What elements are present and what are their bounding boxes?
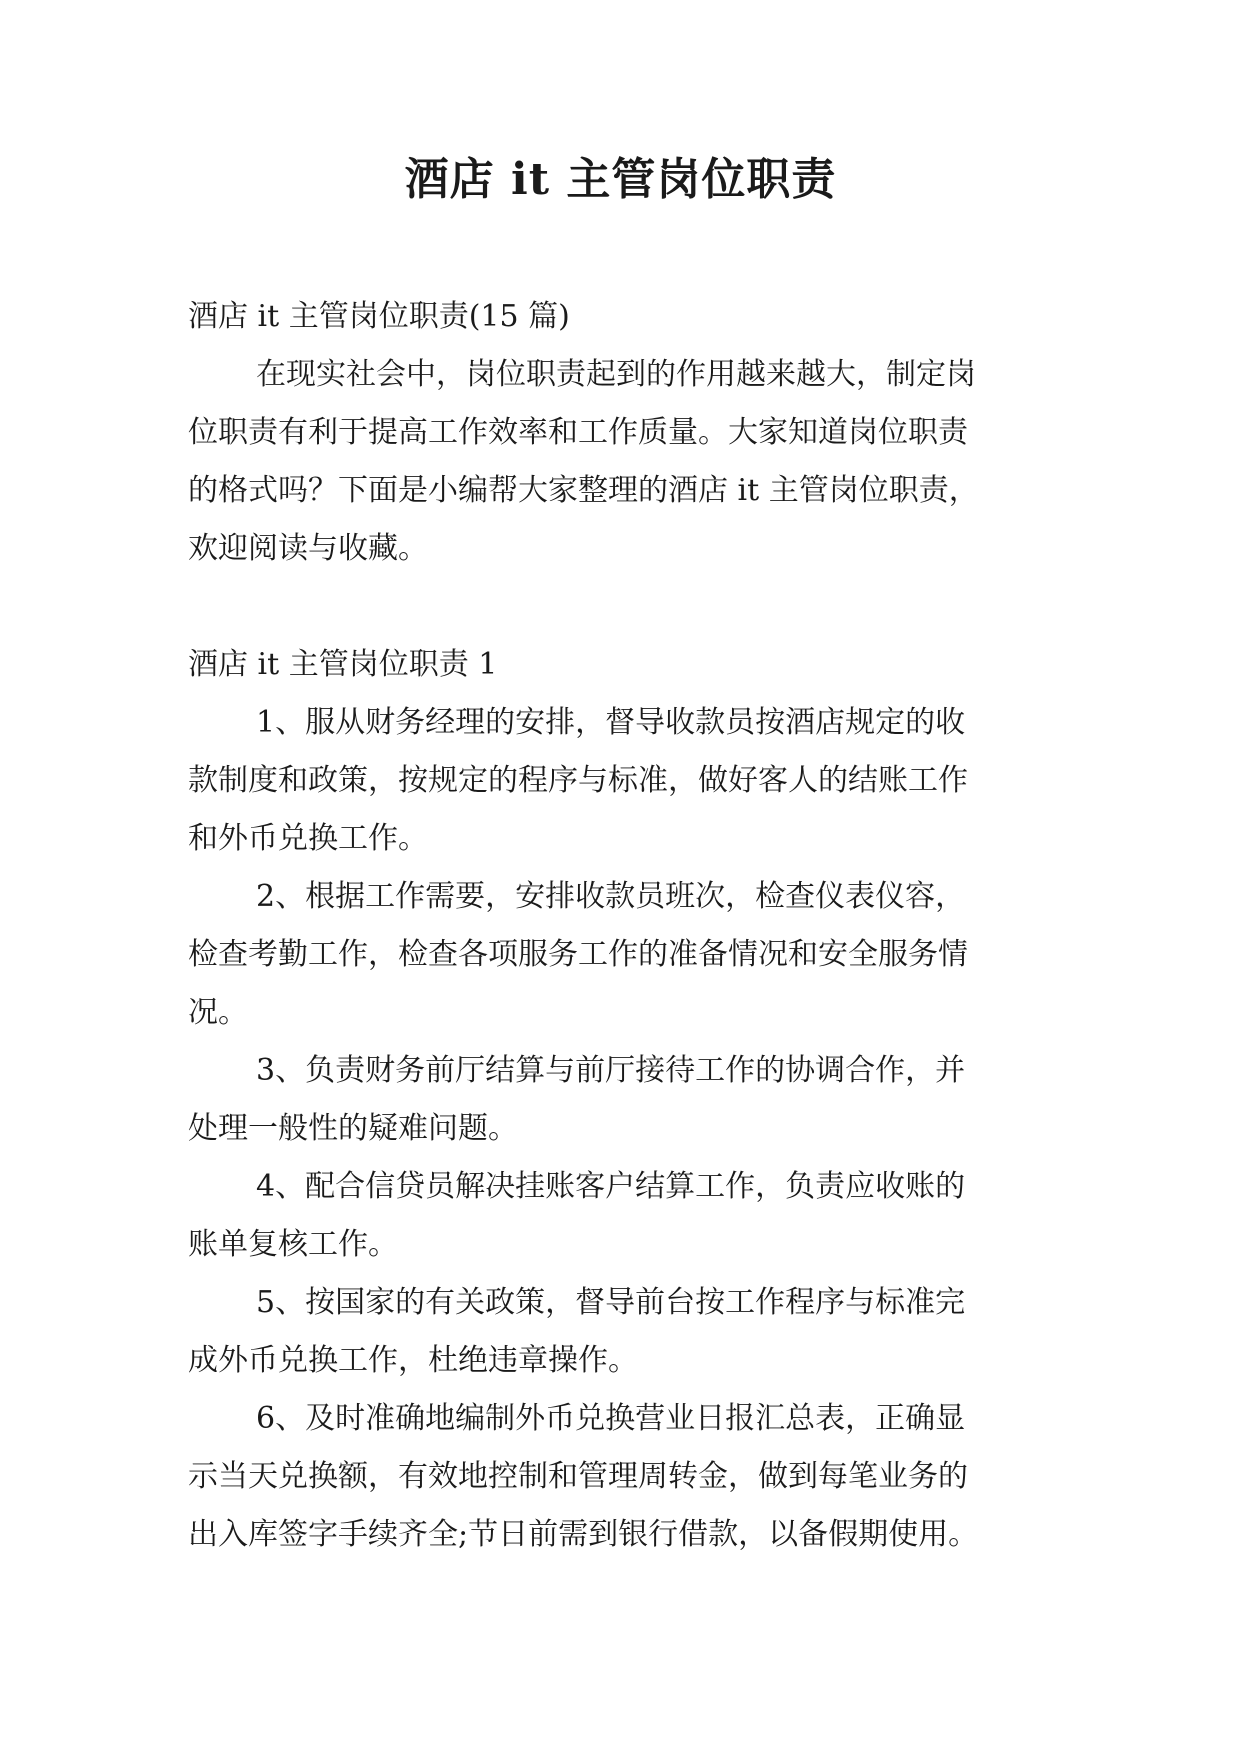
duty-item-3 [188,1042,1054,1158]
duty-line: 2、根据工作需要，安排收款员班次，检查仪表仪容， [256,879,966,914]
duty-item-5 [188,1274,1054,1390]
duty-line: 3、负责财务前厅结算与前厅接待工作的协调合作，并 [256,1053,966,1088]
duty-item-1 [188,694,1054,868]
paragraph-spacer [188,578,1054,636]
duty-line: 款制度和政策，按规定的程序与标准，做好客人的结账工作 [188,763,968,798]
duty-item-6 [188,1390,1054,1564]
duty-item-2 [188,868,1054,1042]
duty-line: 和外币兑换工作。 [188,821,428,856]
document-body [188,288,1054,1564]
duty-line: 成外币兑换工作，杜绝违章操作。 [188,1343,638,1378]
section-heading: 酒店 it 主管岗位职责 1 [188,647,498,682]
intro-line: 位职责有利于提高工作效率和工作质量。大家知道岗位职责 [188,415,968,450]
duty-line: 6、及时准确地编制外币兑换营业日报汇总表，正确显 [256,1401,966,1436]
duty-line: 示当天兑换额，有效地控制和管理周转金，做到每笔业务的 [188,1459,968,1494]
duty-line: 4、配合信贷员解决挂账客户结算工作，负责应收账的 [256,1169,966,1204]
duty-line: 况。 [188,995,248,1030]
document-subtitle: 酒店 it 主管岗位职责(15 篇) [188,299,570,334]
duty-line: 检查考勤工作，检查各项服务工作的准备情况和安全服务情 [188,937,968,972]
duty-line: 账单复核工作。 [188,1227,398,1262]
duty-line: 处理一般性的疑难问题。 [188,1111,518,1146]
duty-line: 出入库签字手续齐全;节日前需到银行借款，以备假期使用。 [188,1517,979,1552]
intro-paragraph [188,346,1054,578]
duty-line: 5、按国家的有关政策，督导前台按工作程序与标准完 [256,1285,966,1320]
duty-line: 1、服从财务经理的安排，督导收款员按酒店规定的收 [256,705,966,740]
intro-line: 的格式吗？下面是小编帮大家整理的酒店 it 主管岗位职责， [188,473,979,508]
intro-line: 欢迎阅读与收藏。 [188,531,428,566]
page-title: 酒店 it 主管岗位职责 [404,154,837,205]
duty-item-4 [188,1158,1054,1274]
intro-line: 在现实社会中，岗位职责起到的作用越来越大，制定岗 [256,357,976,392]
